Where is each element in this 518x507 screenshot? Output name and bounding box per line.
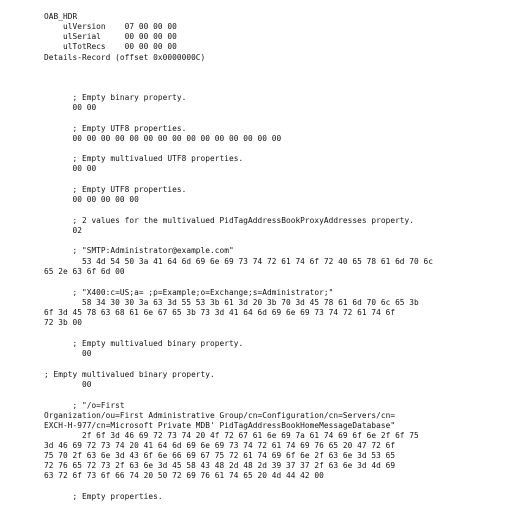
hex-line: 00 [44,380,92,389]
hex-line: 75 70 2f 63 6e 3d 43 6f 6e 66 69 67 75 72 61 74 69 6f 6e 2f 63 6e 3d 53 65 [44,451,396,460]
comment-line: ; 2 values for the multivalued PidTagAddressBookProxyAddresses property. [44,216,415,225]
hex-line: 3d 46 69 72 73 74 20 41 64 6d 69 6e 69 73 74 72 61 74 69 76 65 20 47 72 6f [44,441,396,450]
hex-line: 02 [44,226,82,235]
hex-line: 00 00 [44,103,97,112]
comment-line: ; Empty properties. [44,492,163,501]
comment-line: ; Empty UTF8 properties. [44,185,187,194]
comment-line: ; Empty binary property. [44,93,187,102]
comment-line: ; Empty multivalued binary property. [44,339,244,348]
hex-line: 72 3b 00 [44,318,82,327]
comment-line: ; Empty UTF8 properties. [44,124,187,133]
field-ultotrecs: ulTotRecs 00 00 00 00 [44,42,177,51]
hex-line: 00 [44,349,92,358]
hex-line: 00 00 00 00 00 [44,195,139,204]
field-ulserial: ulSerial 00 00 00 00 [44,32,177,41]
hex-line: 58 34 30 30 3a 63 3d 55 53 3b 61 3d 20 3b 70 3d 45 78 61 6d 70 6c 65 3b [44,298,419,307]
hex-line: 63 72 6f 73 6f 66 74 20 50 72 69 76 61 74 65 20 4d 44 42 00 [44,471,324,480]
hex-line: 53 4d 54 50 3a 41 64 6d 69 6e 69 73 74 72 61 74 6f 72 40 65 78 61 6d 70 6c [44,257,434,266]
comment-line: ; "/o=First [44,401,125,410]
comment-line: ; "SMTP:Administrator@example.com" [44,246,234,255]
hex-line: 00 00 [44,164,97,173]
comment-line: ; Empty multivalued UTF8 properties. [44,154,244,163]
hex-line: 6f 3d 45 78 63 68 61 6e 67 65 3b 73 3d 41 64 6d 69 6e 69 73 74 72 61 74 6f [44,308,396,317]
hex-line: 72 76 65 72 73 2f 63 6e 3d 45 58 43 48 2d 48 2d 39 37 37 2f 63 6e 3d 4d 69 [44,461,396,470]
hex-line: 2f 6f 3d 46 69 72 73 74 20 4f 72 67 61 6e 69 7a 61 74 69 6f 6e 2f 6f 75 [44,431,419,440]
field-ulversion: ulVersion 07 00 00 00 [44,22,177,31]
comment-line: Organization/ou=First Administrative Group/cn=Configuration/cn=Servers/cn= [44,411,396,420]
section-header-oab-hdr: OAB_HDR [44,12,78,21]
comment-line: ; "X400:c=US;a= ;p=Example;o=Exchange;s=Administrator;" [44,288,334,297]
comment-line: EXCH-H-977/cn=Microsoft Private MDB' PidTagAddressBookHomeMessageDatabase" [44,421,396,430]
comment-line: ; Empty multivalued binary property. [44,370,215,379]
hex-line: 65 2e 63 6f 6d 00 [44,267,125,276]
section-header-details-record: Details-Record (offset 0x0000000C) [44,53,206,62]
hex-line: 00 00 00 00 00 00 00 00 00 00 00 00 00 00 00 [44,134,282,143]
